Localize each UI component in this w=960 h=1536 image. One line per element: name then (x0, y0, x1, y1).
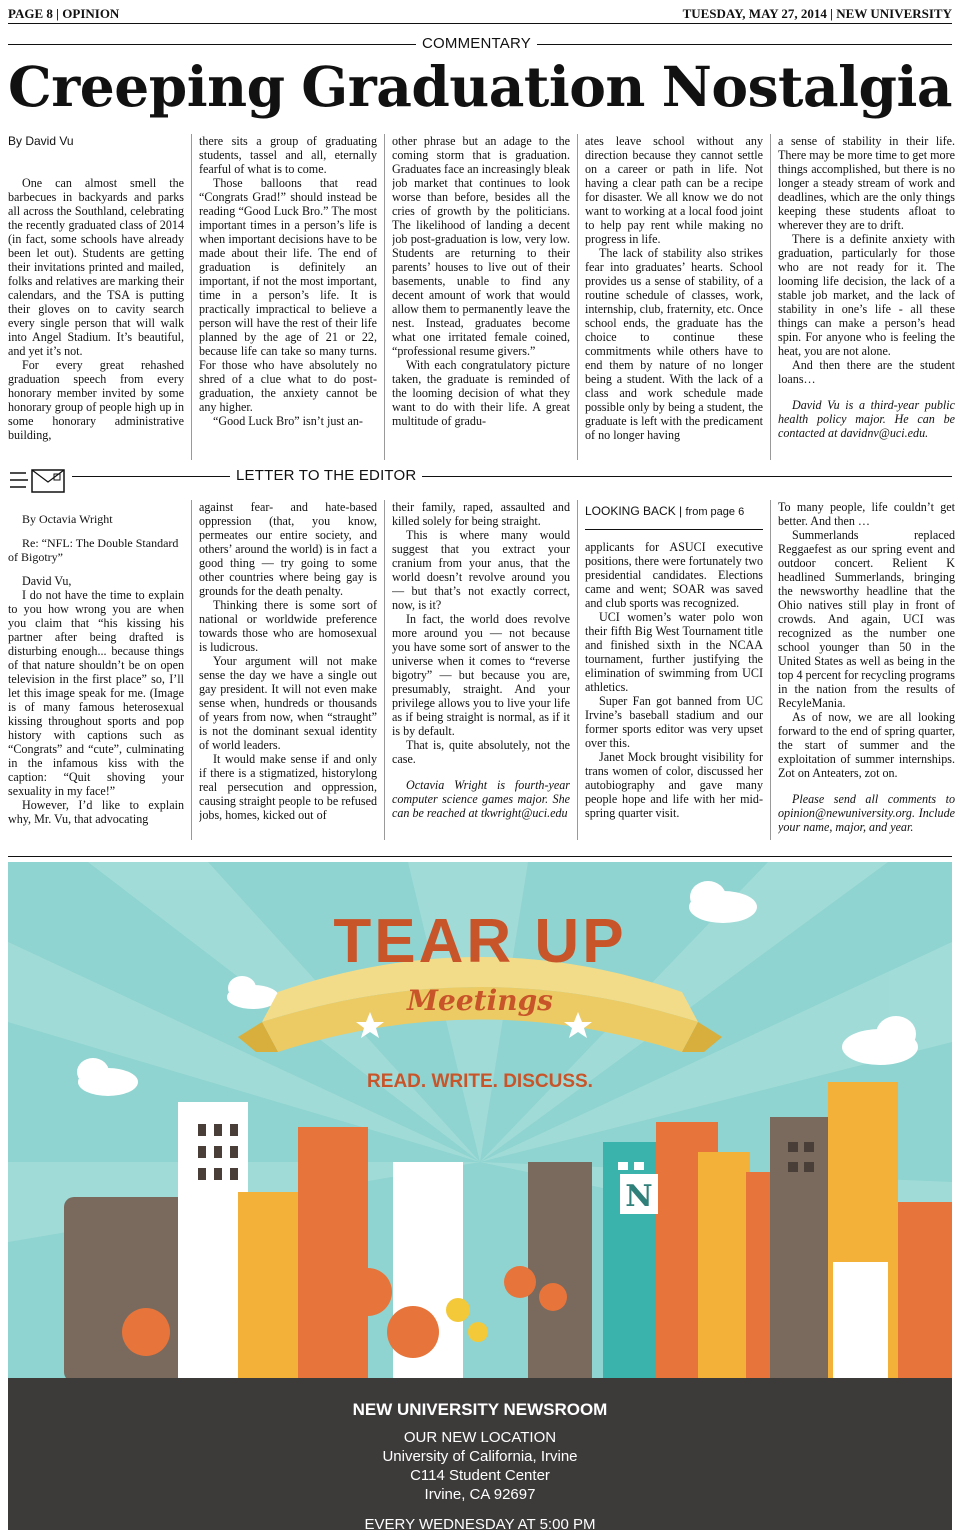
page-section-label: PAGE 8 | OPINION (8, 6, 120, 21)
paragraph: applicants for ASUCI executive positions, there were fortunately two presidential candidates. Elections came and went; SOAR was saved and club sports was recognized. (585, 540, 763, 610)
paragraph: David Vu, (22, 574, 72, 588)
column-divider (577, 134, 578, 460)
paragraph: However, I’d like to explain why, Mr. Vu, that advocating (8, 798, 184, 826)
paragraph: Those balloons that read “Congrats Grad!” should instead be reading “Good Luck Bro.” The most important times in a person’s life is when important decisions have to be made about their life. The end of graduation is definitely an important, if not the most important, time in a person’s life. It is practically impractical to believe a person will have the rest of their life planned by the age of 21 or 22, because life can take so many turns. For those who have absolutely no shred of a clue what to do post-graduation, the anxiety cannot be any higher. (199, 176, 377, 414)
looking-back-header: LOOKING BACK | from page 6 (585, 504, 763, 530)
headline-word-3: Nostalgia (661, 54, 952, 119)
letter-column-2 (199, 500, 377, 840)
location-line: OUR NEW LOCATION (403, 1429, 557, 1446)
paragraph: against fear- and hate-based oppression (that, you know, permeates our entire society, and others’ around the world) is in fact a good thing — try going to some other countries where being gay is grounds for the death penalty. (199, 500, 377, 598)
city-illustration (8, 862, 952, 1382)
paragraph: Super Fan got banned from UC Irvine’s baseball stadium and our former sports editor was very upset over this. (585, 694, 763, 750)
ad-schedule: EVERY WEDNESDAY AT 5:00 PM (364, 1516, 596, 1530)
location-line: C114 Student Center (410, 1467, 550, 1484)
newsroom-advertisement (8, 862, 952, 1530)
paragraph: The lack of stability also strikes fear into graduates’ hearts. School provides us a sense of stability, of a routine schedule of classes, work, internship, club, fraternity, etc. Once school ends, the graduate has the choice to continue these commitments while others have to end them by nature of no longer being a student. With the lack of a class and work schedule made possible only by being a student, the graduate is left with the predicament of no longer having (585, 246, 763, 442)
commentary-column-3 (392, 134, 570, 460)
paragraph: there sits a group of graduating students, tassel and all, eternally fearful of what is to come. (199, 134, 377, 176)
letter-column-3 (392, 500, 570, 840)
paragraph: In fact, the world does revolve more around you — not because you have some sort of answer to the universe when it comes to “reverse bigotry” — but because you are, presumably, straight. And your privilege allows you to live your life as if being straight is normal, as if it is by default. (392, 612, 570, 738)
headline-word-1: Creeping (8, 54, 285, 119)
ad-info-panel (8, 1378, 952, 1530)
page-header (8, 6, 952, 24)
looking-back-column-1 (585, 500, 763, 840)
paragraph: To many people, life couldn’t get better. And then … (778, 500, 955, 528)
column-divider (770, 134, 771, 460)
commentary-column-4 (585, 134, 763, 460)
ad-org: NEW UNIVERSITY NEWSROOM (352, 1400, 608, 1419)
letter-signature: Octavia Wright is fourth-year computer science games major. She can be reached at tkwright@uci.edu (392, 778, 570, 820)
ad-top-rule (8, 856, 952, 857)
commentary-column-2 (199, 134, 377, 460)
paragraph: And then there are the student loans… (778, 358, 955, 386)
paragraph: “Good Luck Bro” isn’t just an- (213, 414, 363, 428)
paragraph: As of now, we are all looking forward to the end of spring quarter, the start of summer and the exploitation of summer internships. Zot on Anteaters, zot on. (778, 710, 955, 780)
location-line: University of California, Irvine (382, 1448, 578, 1465)
ad-location (8, 1428, 952, 1504)
paragraph: a sense of stability in their life. There may be more time to get more things accomplished, but there is no longer a steady stream of work and deadlines, which are the only things keeping these students afloat to wherever they are to drift. (778, 134, 955, 232)
ad-title: TEAR UP (333, 907, 627, 976)
letter-re-line: Re: “NFL: The Double Standard of Bigotry” (8, 536, 179, 564)
column-divider (384, 134, 385, 460)
commentary-column-1 (8, 134, 184, 460)
paragraph: ates leave school without any direction because they cannot settle on a career or path in life. Not having a clear path can be a recipe for disaster. We all know we do not want to working at a local food joint to help pay rent while making no progress in life. (585, 134, 763, 246)
paragraph: Summerlands replaced Reggaefest as our spring event and outdoor concert. Relient K headlined Summerlands, bringing the newsworthy headline that the Ohio natives still play in front of crowds. And again, UCI was recognized as the number one school younger than 50 in the United States as well as being in the top 4 percent for recycling programs in the nation from the results of RecyleMania. (778, 528, 955, 710)
paragraph: their family, raped, assaulted and killed solely for being straight. (392, 500, 570, 528)
paragraph: That is, quite absolutely, not the case. (392, 738, 570, 766)
paragraph: Thinking there is some sort of national or worldwide preference towards those who are homosexual is ludicrous. (199, 598, 377, 654)
comments-note: Please send all comments to opinion@newuniversity.org. Include your name, major, and year. (778, 792, 955, 834)
paragraph: I do not have the time to explain to you how wrong you are when you claim that “his kissing his partner after being drafted is disturbing enough... because things of that nature shouldn’t be on open television in the first place” so, I’ll let this image speak for me. (Image is of many famous heterosexual kissing throughout sports and pop history with captions such as “Congrats” and “cute”, culminating in the infamous kiss with the caption: “Quit shoving your sexuality in my face!” (8, 588, 184, 798)
paragraph: UCI women’s water polo won their fifth Big West Tournament title and finished sixth in the NCAA tournament, further justifying the elimination of swimming from UCI athletics. (585, 610, 763, 694)
building-letter: N (625, 1179, 653, 1214)
looking-back-column-2 (778, 500, 955, 840)
issue-date: TUESDAY, MAY 27, 2014 | NEW UNIVERSITY (682, 6, 952, 21)
letter-label: LETTER TO THE EDITOR (230, 467, 422, 484)
column-divider (770, 500, 771, 840)
headline-word-2: Graduation (301, 54, 645, 119)
ad-tagline: READ. WRITE. DISCUSS. (367, 1071, 593, 1092)
commentary-column-5 (778, 134, 955, 460)
column-divider (191, 134, 192, 460)
looking-back-label: LOOKING BACK (585, 504, 676, 518)
paragraph: Your argument will not make sense the day we have a single out gay president. It will not even make sense when, hundreds or thousands of years from now, when “straught” is not the dominant sexual identity of world leaders. (199, 654, 377, 752)
paragraph: For every great rehashed graduation speech from every honorary member invited by some honorary group of people high up in some honorary administrative building, (8, 358, 184, 442)
column-divider (191, 500, 192, 840)
letter-column-1 (8, 500, 184, 840)
location-line: Irvine, CA 92697 (424, 1486, 536, 1503)
letter-rule (72, 476, 952, 477)
author-signature: David Vu is a third-year public health policy major. He can be contacted at davidnv@uci.edu. (778, 398, 955, 440)
paragraph: other phrase but an adage to the coming storm that is graduation. Graduates face an increasingly bleak job market that continues to look worse than before, besides all the cries of growth by the politicians. The likelihood of landing a decent job post-graduation is low, very low. Students are returning to their parents’ houses to live out of their basements, unable to find any decent amount of work that would allow them to permanently leave the nest. Instead, graduates become what one irritated female coined, “professional resume givers.” (392, 134, 570, 358)
headline (8, 52, 952, 122)
paragraph: One can almost smell the barbecues in backyards and parks all across the Southland, celebrating the recently graduated class of 2014 (in fact, some schools have already been let out). Students are getting their invitations printed and mailed, folks and relatives are marking their calendars, and the TSA is putting their gloves on to cavity search every single person that will walk into Angel Stadium. It’s beautiful, and yet it’s not. (8, 176, 184, 358)
column-divider (577, 500, 578, 840)
paragraph: With each congratulatory picture taken, the graduate is reminded of the looming decision of what they want to do with their life. A great multitude of gradu- (392, 358, 570, 428)
looking-back-from: from page 6 (685, 506, 745, 518)
paragraph: It would make sense if and only if there is a stigmatized, historylong real persecution and oppression, causing straight people to be refused jobs, homes, kicked out of (199, 752, 377, 822)
paragraph: Janet Mock brought visibility for trans women of color, discussed her autobiography and gave many people hope and life with her mid-spring quarter visit. (585, 750, 763, 820)
paragraph: There is a definite anxiety with graduation, particularly for those who are not ready for it. The looming life decision, the lack of a stable job market, and the lack of stability in one’s life - all these things can make a person’s head spin. For anyone who is feeling the heat, you are not alone. (778, 232, 955, 358)
paragraph: This is where many would suggest that you extract your cranium from your anus, that the world doesn’t revolve around you — but that’s not exactly correct, now, is it? (392, 528, 570, 612)
letter-icon (8, 466, 68, 496)
commentary-label: COMMENTARY (416, 35, 537, 52)
letter-byline: By Octavia Wright (22, 512, 113, 526)
commentary-byline: By David Vu (8, 134, 74, 148)
column-divider (384, 500, 385, 840)
ad-subtitle: Meetings (407, 984, 553, 1017)
